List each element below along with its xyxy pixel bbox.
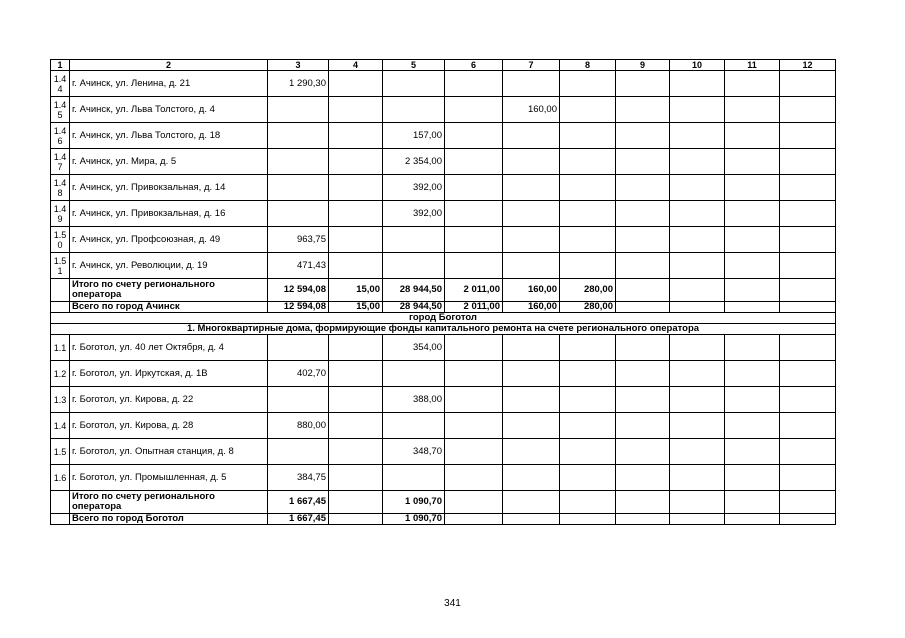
value-cell <box>329 335 383 361</box>
value-cell <box>725 465 780 491</box>
row-number <box>51 302 70 313</box>
value-cell <box>616 97 670 123</box>
value-cell <box>616 514 670 525</box>
total-label: Итого по счету регионального оператора <box>70 279 268 302</box>
value-cell: 160,00 <box>503 279 560 302</box>
value-cell: 160,00 <box>503 302 560 313</box>
value-cell <box>560 465 616 491</box>
value-cell <box>616 253 670 279</box>
value-cell: 1 290,30 <box>268 71 329 97</box>
value-cell: 160,00 <box>503 97 560 123</box>
value-cell <box>445 387 503 413</box>
value-cell: 28 944,50 <box>383 279 445 302</box>
column-header: 7 <box>503 60 560 71</box>
value-cell <box>616 361 670 387</box>
value-cell <box>329 253 383 279</box>
value-cell <box>725 361 780 387</box>
table-row <box>51 175 836 201</box>
value-cell <box>670 123 725 149</box>
value-cell <box>503 227 560 253</box>
value-cell <box>268 175 329 201</box>
table-row <box>51 361 836 387</box>
address-cell: г. Ачинск, ул. Льва Толстого, д. 18 <box>70 123 268 149</box>
value-cell <box>725 413 780 439</box>
value-cell <box>329 97 383 123</box>
value-cell <box>725 227 780 253</box>
row-number: 1.4 6 <box>51 123 70 149</box>
value-cell: 157,00 <box>383 123 445 149</box>
value-cell <box>780 97 836 123</box>
column-header: 8 <box>560 60 616 71</box>
address-cell: г. Боготол, ул. 40 лет Октября, д. 4 <box>70 335 268 361</box>
column-header: 2 <box>70 60 268 71</box>
page-number: 341 <box>444 598 461 609</box>
value-cell <box>329 387 383 413</box>
value-cell <box>725 175 780 201</box>
address-cell: г. Боготол, ул. Кирова, д. 22 <box>70 387 268 413</box>
value-cell <box>503 514 560 525</box>
table-row <box>51 413 836 439</box>
column-header: 10 <box>670 60 725 71</box>
value-cell <box>560 71 616 97</box>
value-cell <box>445 361 503 387</box>
value-cell <box>725 302 780 313</box>
section-header-row <box>51 313 836 324</box>
value-cell <box>780 514 836 525</box>
value-cell <box>616 387 670 413</box>
address-cell: г. Ачинск, ул. Ленина, д. 21 <box>70 71 268 97</box>
value-cell: 384,75 <box>268 465 329 491</box>
total-label: Итого по счету регионального оператора <box>70 491 268 514</box>
value-cell: 1 667,45 <box>268 491 329 514</box>
value-cell <box>329 439 383 465</box>
value-cell <box>560 439 616 465</box>
value-cell <box>329 514 383 525</box>
value-cell: 12 594,08 <box>268 279 329 302</box>
value-cell <box>616 302 670 313</box>
value-cell <box>445 123 503 149</box>
table-row <box>51 71 836 97</box>
value-cell <box>503 387 560 413</box>
table-row <box>51 97 836 123</box>
value-cell <box>780 361 836 387</box>
value-cell <box>780 465 836 491</box>
value-cell <box>445 175 503 201</box>
value-cell: 280,00 <box>560 279 616 302</box>
value-cell <box>329 491 383 514</box>
value-cell <box>383 97 445 123</box>
value-cell <box>670 387 725 413</box>
value-cell <box>503 361 560 387</box>
value-cell <box>268 149 329 175</box>
row-number: 1.1 <box>51 335 70 361</box>
value-cell <box>268 335 329 361</box>
data-table <box>50 59 836 525</box>
value-cell <box>780 71 836 97</box>
value-cell <box>503 491 560 514</box>
table-row <box>51 335 836 361</box>
value-cell <box>560 413 616 439</box>
section-header-row <box>51 324 836 335</box>
value-cell <box>616 227 670 253</box>
value-cell <box>670 361 725 387</box>
value-cell <box>445 491 503 514</box>
row-number <box>51 491 70 514</box>
value-cell: 1 090,70 <box>383 491 445 514</box>
total-label: Всего по город Ачинск <box>70 302 268 313</box>
value-cell: 471,43 <box>268 253 329 279</box>
value-cell <box>780 279 836 302</box>
value-cell <box>329 227 383 253</box>
value-cell <box>445 335 503 361</box>
table-row <box>51 387 836 413</box>
value-cell <box>725 97 780 123</box>
value-cell <box>670 514 725 525</box>
value-cell <box>560 227 616 253</box>
row-number: 1.5 <box>51 439 70 465</box>
value-cell: 1 090,70 <box>383 514 445 525</box>
value-cell: 28 944,50 <box>383 302 445 313</box>
value-cell <box>670 335 725 361</box>
value-cell <box>670 279 725 302</box>
value-cell <box>503 439 560 465</box>
address-cell: г. Боготол, ул. Опытная станция, д. 8 <box>70 439 268 465</box>
column-header: 5 <box>383 60 445 71</box>
value-cell <box>616 335 670 361</box>
address-cell: г. Боготол, ул. Иркутская, д. 1В <box>70 361 268 387</box>
value-cell <box>670 71 725 97</box>
value-cell: 392,00 <box>383 201 445 227</box>
value-cell <box>725 439 780 465</box>
value-cell <box>329 149 383 175</box>
value-cell <box>503 123 560 149</box>
value-cell <box>780 387 836 413</box>
value-cell: 388,00 <box>383 387 445 413</box>
address-cell: г. Боготол, ул. Промышленная, д. 5 <box>70 465 268 491</box>
value-cell: 402,70 <box>268 361 329 387</box>
value-cell <box>725 123 780 149</box>
value-cell <box>560 491 616 514</box>
value-cell <box>780 302 836 313</box>
column-header: 9 <box>616 60 670 71</box>
subtotal-row <box>51 491 836 514</box>
value-cell <box>780 175 836 201</box>
value-cell <box>383 465 445 491</box>
address-cell: г. Ачинск, ул. Революции, д. 19 <box>70 253 268 279</box>
value-cell <box>725 514 780 525</box>
value-cell <box>670 465 725 491</box>
value-cell: 880,00 <box>268 413 329 439</box>
address-cell: г. Ачинск, ул. Льва Толстого, д. 4 <box>70 97 268 123</box>
value-cell <box>670 491 725 514</box>
value-cell <box>268 123 329 149</box>
value-cell <box>725 279 780 302</box>
value-cell: 963,75 <box>268 227 329 253</box>
grand-total-row <box>51 514 836 525</box>
value-cell: 2 011,00 <box>445 302 503 313</box>
table-row <box>51 201 836 227</box>
value-cell <box>616 123 670 149</box>
value-cell <box>560 514 616 525</box>
column-header: 11 <box>725 60 780 71</box>
value-cell <box>670 149 725 175</box>
value-cell <box>670 439 725 465</box>
header-row <box>51 60 836 71</box>
value-cell <box>329 123 383 149</box>
value-cell <box>780 227 836 253</box>
value-cell: 348,70 <box>383 439 445 465</box>
value-cell <box>670 302 725 313</box>
value-cell <box>780 335 836 361</box>
value-cell <box>503 175 560 201</box>
row-number: 1.6 <box>51 465 70 491</box>
value-cell <box>445 71 503 97</box>
value-cell <box>616 413 670 439</box>
value-cell <box>503 413 560 439</box>
value-cell <box>780 491 836 514</box>
table-row <box>51 149 836 175</box>
address-cell: г. Ачинск, ул. Профсоюзная, д. 49 <box>70 227 268 253</box>
value-cell <box>329 175 383 201</box>
value-cell: 392,00 <box>383 175 445 201</box>
column-header: 6 <box>445 60 503 71</box>
value-cell <box>725 149 780 175</box>
value-cell <box>503 335 560 361</box>
value-cell <box>670 253 725 279</box>
value-cell <box>560 149 616 175</box>
value-cell <box>445 253 503 279</box>
row-number: 1.4 4 <box>51 71 70 97</box>
value-cell <box>780 439 836 465</box>
value-cell <box>268 387 329 413</box>
value-cell: 2 354,00 <box>383 149 445 175</box>
address-cell: г. Ачинск, ул. Привокзальная, д. 16 <box>70 201 268 227</box>
address-cell: г. Ачинск, ул. Мира, д. 5 <box>70 149 268 175</box>
value-cell <box>780 123 836 149</box>
section-title: 1. Многоквартирные дома, формирующие фонды капитального ремонта на счете регионального оператора <box>51 324 836 335</box>
value-cell <box>670 413 725 439</box>
column-header: 1 <box>51 60 70 71</box>
row-number: 1.4 8 <box>51 175 70 201</box>
table-body <box>51 60 836 525</box>
value-cell: 15,00 <box>329 279 383 302</box>
value-cell <box>383 227 445 253</box>
value-cell <box>560 335 616 361</box>
table-row <box>51 439 836 465</box>
value-cell <box>383 71 445 97</box>
row-number: 1.4 9 <box>51 201 70 227</box>
total-label: Всего по город Боготол <box>70 514 268 525</box>
value-cell <box>560 253 616 279</box>
table-row <box>51 465 836 491</box>
value-cell <box>445 149 503 175</box>
address-cell: г. Боготол, ул. Кирова, д. 28 <box>70 413 268 439</box>
value-cell <box>445 514 503 525</box>
value-cell <box>445 413 503 439</box>
value-cell <box>445 465 503 491</box>
section-title: город Боготол <box>51 313 836 324</box>
value-cell: 2 011,00 <box>445 279 503 302</box>
value-cell <box>560 387 616 413</box>
subtotal-row <box>51 279 836 302</box>
value-cell: 15,00 <box>329 302 383 313</box>
value-cell <box>560 97 616 123</box>
column-header: 12 <box>780 60 836 71</box>
value-cell <box>268 201 329 227</box>
value-cell <box>560 361 616 387</box>
value-cell <box>725 201 780 227</box>
value-cell <box>560 201 616 227</box>
value-cell <box>329 71 383 97</box>
value-cell <box>383 253 445 279</box>
value-cell <box>616 465 670 491</box>
value-cell <box>616 279 670 302</box>
value-cell <box>329 413 383 439</box>
value-cell <box>725 335 780 361</box>
value-cell <box>670 201 725 227</box>
value-cell <box>725 71 780 97</box>
row-number <box>51 279 70 302</box>
row-number: 1.5 1 <box>51 253 70 279</box>
value-cell <box>670 227 725 253</box>
value-cell <box>780 413 836 439</box>
value-cell <box>780 253 836 279</box>
row-number: 1.5 0 <box>51 227 70 253</box>
row-number: 1.3 <box>51 387 70 413</box>
row-number: 1.2 <box>51 361 70 387</box>
value-cell <box>616 439 670 465</box>
row-number: 1.4 7 <box>51 149 70 175</box>
value-cell <box>503 71 560 97</box>
value-cell <box>329 201 383 227</box>
value-cell <box>725 491 780 514</box>
value-cell <box>445 97 503 123</box>
value-cell <box>268 97 329 123</box>
value-cell <box>780 149 836 175</box>
value-cell <box>670 97 725 123</box>
value-cell <box>445 227 503 253</box>
value-cell <box>616 71 670 97</box>
value-cell <box>329 361 383 387</box>
grand-total-row <box>51 302 836 313</box>
column-header: 3 <box>268 60 329 71</box>
value-cell <box>560 123 616 149</box>
value-cell <box>616 175 670 201</box>
table-row <box>51 253 836 279</box>
value-cell <box>329 465 383 491</box>
value-cell <box>268 439 329 465</box>
value-cell <box>503 465 560 491</box>
column-header: 4 <box>329 60 383 71</box>
value-cell <box>503 149 560 175</box>
value-cell: 1 667,45 <box>268 514 329 525</box>
value-cell <box>725 387 780 413</box>
value-cell: 12 594,08 <box>268 302 329 313</box>
address-cell: г. Ачинск, ул. Привокзальная, д. 14 <box>70 175 268 201</box>
value-cell <box>616 149 670 175</box>
value-cell <box>616 201 670 227</box>
value-cell: 354,00 <box>383 335 445 361</box>
value-cell: 280,00 <box>560 302 616 313</box>
value-cell <box>503 253 560 279</box>
value-cell <box>670 175 725 201</box>
value-cell <box>503 201 560 227</box>
table-row <box>51 227 836 253</box>
value-cell <box>780 201 836 227</box>
value-cell <box>383 413 445 439</box>
row-number <box>51 514 70 525</box>
value-cell <box>445 201 503 227</box>
value-cell <box>383 361 445 387</box>
value-cell <box>445 439 503 465</box>
value-cell <box>560 175 616 201</box>
table-row <box>51 123 836 149</box>
row-number: 1.4 <box>51 413 70 439</box>
value-cell <box>725 253 780 279</box>
row-number: 1.4 5 <box>51 97 70 123</box>
value-cell <box>616 491 670 514</box>
